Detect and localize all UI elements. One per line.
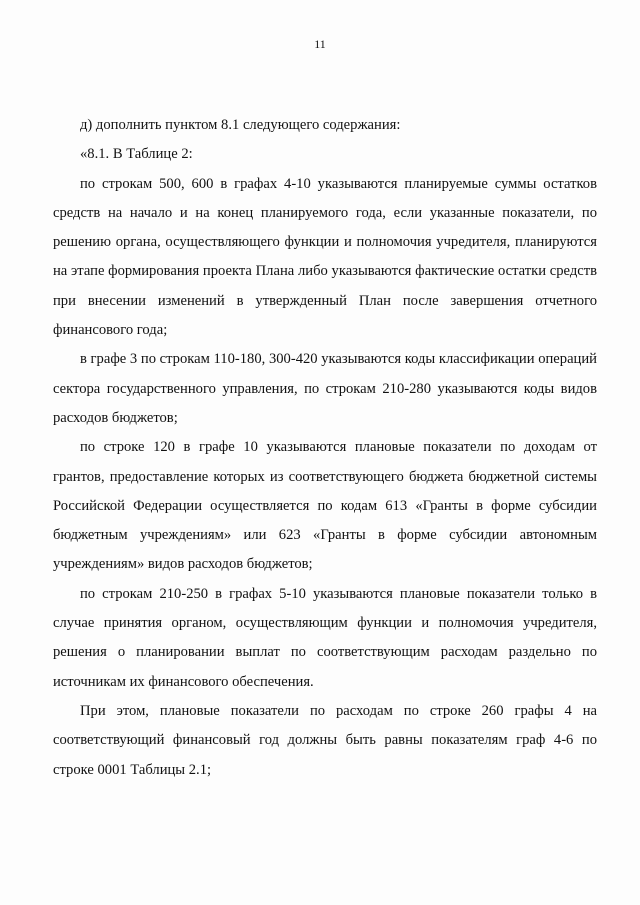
paragraph-row-120-grants: по строке 120 в графе 10 указываются плановые показатели по доходам от грантов, предоставление которых из соответствующего бюджета бюджетной системы Российской Федерации осуществляется по кодам 613 «Гранты в форме субсидии бюджетным учреждениям» или 623 «Гранты в форме субсидии автономным учреждениям» видов расходов бюджетов; [53, 439, 597, 573]
paragraph-rows-500-600: по строкам 500, 600 в графах 4-10 указываются планируемые суммы остатков средств на начало и на конец планируемого года, если указанные показатели, по решению органа, осуществляющего функции и полномочия учредителя, планируются на этапе формирования проекта Плана либо указываются фактические остатки средств при внесении изменений в утвержденный План после завершения отчетного финансового года; [53, 175, 597, 339]
paragraph-column-3-codes: в графе 3 по строкам 110-180, 300-420 указываются коды классификации операций сектора государственного управления, по строкам 210-280 указываются коды видов расходов бюджетов; [53, 351, 597, 426]
paragraph-clause-heading: «8.1. В Таблице 2: [80, 146, 193, 163]
paragraph-rows-210-250: по строкам 210-250 в графах 5-10 указываются плановые показатели только в случае принятия органом, осуществляющим функции и полномочия учредителя, решения о планировании выплат по соответствующим расходам раздельно по источникам их финансового обеспечения. [53, 585, 597, 690]
paragraph-amendment-intro: д) дополнить пунктом 8.1 следующего содержания: [80, 117, 401, 133]
paragraph-row-260-note: При этом, плановые показатели по расходам по строке 260 графы 4 на соответствующий финансовый год должны быть равны показателям граф 4-6 по строке 0001 Таблицы 2.1; [53, 702, 597, 778]
document-body [53, 111, 597, 785]
page-number: 11 [314, 37, 326, 51]
